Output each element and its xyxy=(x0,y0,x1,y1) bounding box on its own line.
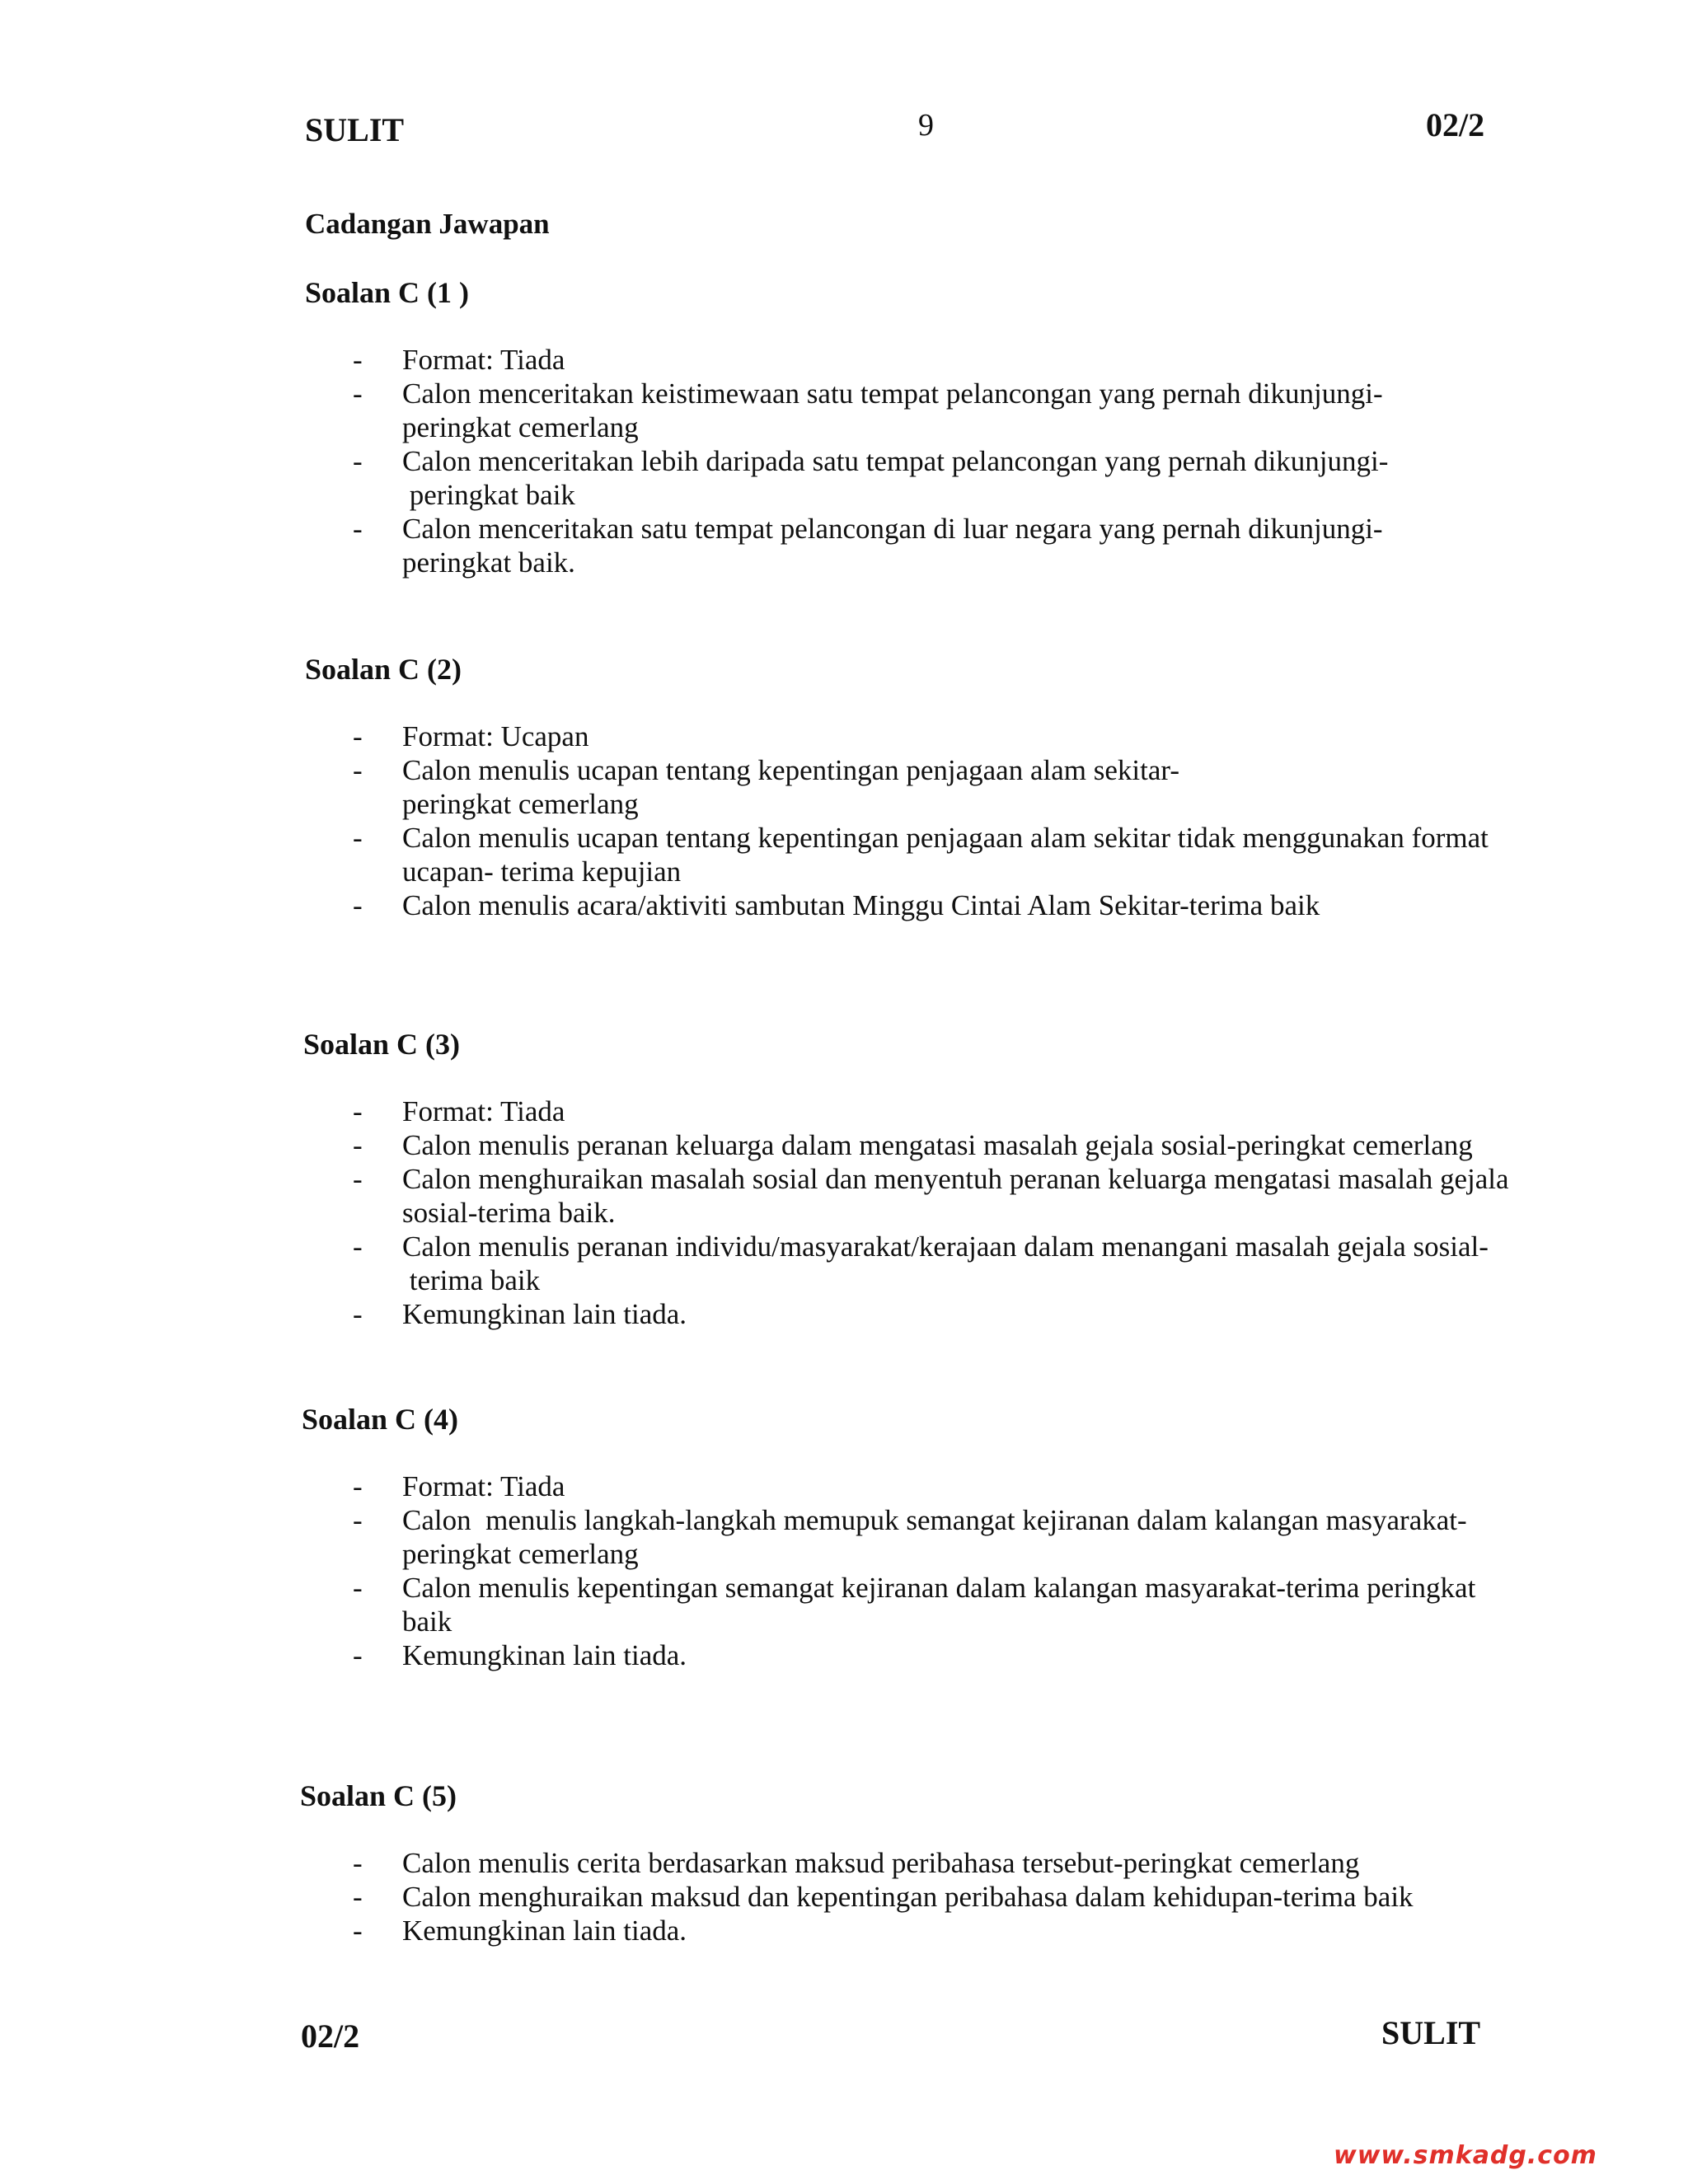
list-item xyxy=(0,719,1688,753)
list-item xyxy=(0,1469,1688,1503)
list-item-text: Calon menulis langkah-langkah memupuk semangat kejiranan dalam kalangan masyarakat- xyxy=(402,1504,1467,1536)
bullet-dash: - xyxy=(353,720,363,752)
list-item-text: Kemungkinan lain tiada. xyxy=(402,1639,687,1671)
section-heading: Soalan C (2) xyxy=(305,653,462,686)
list-item xyxy=(0,821,1688,888)
bullet-dash: - xyxy=(353,377,363,410)
list-item xyxy=(0,1846,1688,1880)
bullet-dash: - xyxy=(353,445,363,477)
bullet-dash: - xyxy=(353,754,363,786)
list-item xyxy=(0,1571,1688,1638)
list-item-text: Format: Ucapan xyxy=(402,720,589,752)
bullet-dash: - xyxy=(353,1504,363,1536)
list-item-text: Calon menceritakan lebih daripada satu tempat pelancongan yang pernah dikunjungi- xyxy=(402,445,1389,477)
bullet-dash: - xyxy=(353,344,363,376)
list-item xyxy=(0,1128,1688,1162)
bullet-dash: - xyxy=(353,1298,363,1330)
bullet-dash: - xyxy=(353,1163,363,1195)
website-watermark: www.smkadg.com xyxy=(1334,2141,1597,2170)
list-item-text: terima baik xyxy=(402,1264,541,1296)
bullet-dash: - xyxy=(353,889,363,921)
list-item-text: Calon menulis ucapan tentang kepentingan penjagaan alam sekitar- xyxy=(402,754,1179,786)
list-item-text: Calon menulis acara/aktiviti sambutan Minggu Cintai Alam Sekitar-terima baik xyxy=(402,889,1320,921)
bullet-dash: - xyxy=(353,513,363,545)
section-heading: Soalan C (4) xyxy=(302,1403,459,1436)
list-item-text: Format: Tiada xyxy=(402,1470,565,1502)
section-heading: Soalan C (3) xyxy=(303,1028,461,1061)
list-item-text: sosial-terima baik. xyxy=(402,1197,616,1229)
list-item-text: peringkat baik xyxy=(402,479,575,511)
bullet-dash: - xyxy=(353,822,363,854)
list-item xyxy=(0,1162,1688,1230)
list-item-text: baik xyxy=(402,1605,452,1638)
bullet-dash: - xyxy=(353,1230,363,1263)
list-item-text: Calon menulis kepentingan semangat kejiranan dalam kalangan masyarakat-terima peringkat xyxy=(402,1572,1476,1604)
list-item-text: Kemungkinan lain tiada. xyxy=(402,1298,687,1330)
list-item xyxy=(0,1880,1688,1914)
list-item xyxy=(0,377,1688,444)
list-item-text: Calon menulis cerita berdasarkan maksud peribahasa tersebut-peringkat cemerlang xyxy=(402,1847,1360,1879)
list-item-text: Format: Tiada xyxy=(402,1095,565,1127)
bullet-dash: - xyxy=(353,1847,363,1879)
list-item-text: ucapan- terima kepujian xyxy=(402,855,682,888)
bullet-dash: - xyxy=(353,1095,363,1127)
bullet-dash: - xyxy=(353,1881,363,1913)
list-item-text: peringkat cemerlang xyxy=(402,1538,639,1570)
list-item-text: peringkat cemerlang xyxy=(402,411,639,443)
bullet-dash: - xyxy=(353,1572,363,1604)
list-item xyxy=(0,444,1688,512)
bullet-dash: - xyxy=(353,1639,363,1671)
bullet-dash: - xyxy=(353,1470,363,1502)
list-item-text: Calon menulis ucapan tentang kepentingan penjagaan alam sekitar tidak menggunakan format xyxy=(402,822,1489,854)
list-item xyxy=(0,512,1688,579)
page-number: 9 xyxy=(918,108,934,143)
footer-paper-code: 02/2 xyxy=(301,2018,360,2055)
list-item xyxy=(0,1638,1688,1672)
list-item-text: Calon menulis peranan individu/masyarakat/kerajaan dalam menangani masalah gejala sosial- xyxy=(402,1230,1489,1263)
list-item-text: Calon menceritakan keistimewaan satu tempat pelancongan yang pernah dikunjungi- xyxy=(402,377,1383,410)
list-item-text: Kemungkinan lain tiada. xyxy=(402,1915,687,1947)
header-classification: SULIT xyxy=(305,111,405,148)
section-heading: Soalan C (1 ) xyxy=(305,276,470,309)
header-paper-code: 02/2 xyxy=(1426,106,1485,143)
list-item xyxy=(0,1914,1688,1947)
list-item-text: peringkat cemerlang xyxy=(402,788,639,820)
list-item xyxy=(0,1297,1688,1331)
bullet-dash: - xyxy=(353,1129,363,1161)
list-item-text: peringkat baik. xyxy=(402,546,575,579)
list-item xyxy=(0,1503,1688,1571)
document-title: Cadangan Jawapan xyxy=(305,208,550,240)
list-item-text: Calon menulis peranan keluarga dalam mengatasi masalah gejala sosial-peringkat cemerlang xyxy=(402,1129,1473,1161)
list-item xyxy=(0,1230,1688,1297)
list-item-text: Calon menceritakan satu tempat pelancongan di luar negara yang pernah dikunjungi- xyxy=(402,513,1383,545)
list-item-text: Calon menghuraikan maksud dan kepentingan peribahasa dalam kehidupan-terima baik xyxy=(402,1881,1414,1913)
list-item-text: Calon menghuraikan masalah sosial dan menyentuh peranan keluarga mengatasi masalah gejala xyxy=(402,1163,1509,1195)
footer-classification: SULIT xyxy=(1381,2014,1481,2051)
list-item xyxy=(0,888,1688,922)
list-item xyxy=(0,753,1688,821)
bullet-dash: - xyxy=(353,1915,363,1947)
section-heading: Soalan C (5) xyxy=(300,1779,457,1812)
list-item-text: Format: Tiada xyxy=(402,344,565,376)
list-item xyxy=(0,1094,1688,1128)
list-item xyxy=(0,343,1688,377)
